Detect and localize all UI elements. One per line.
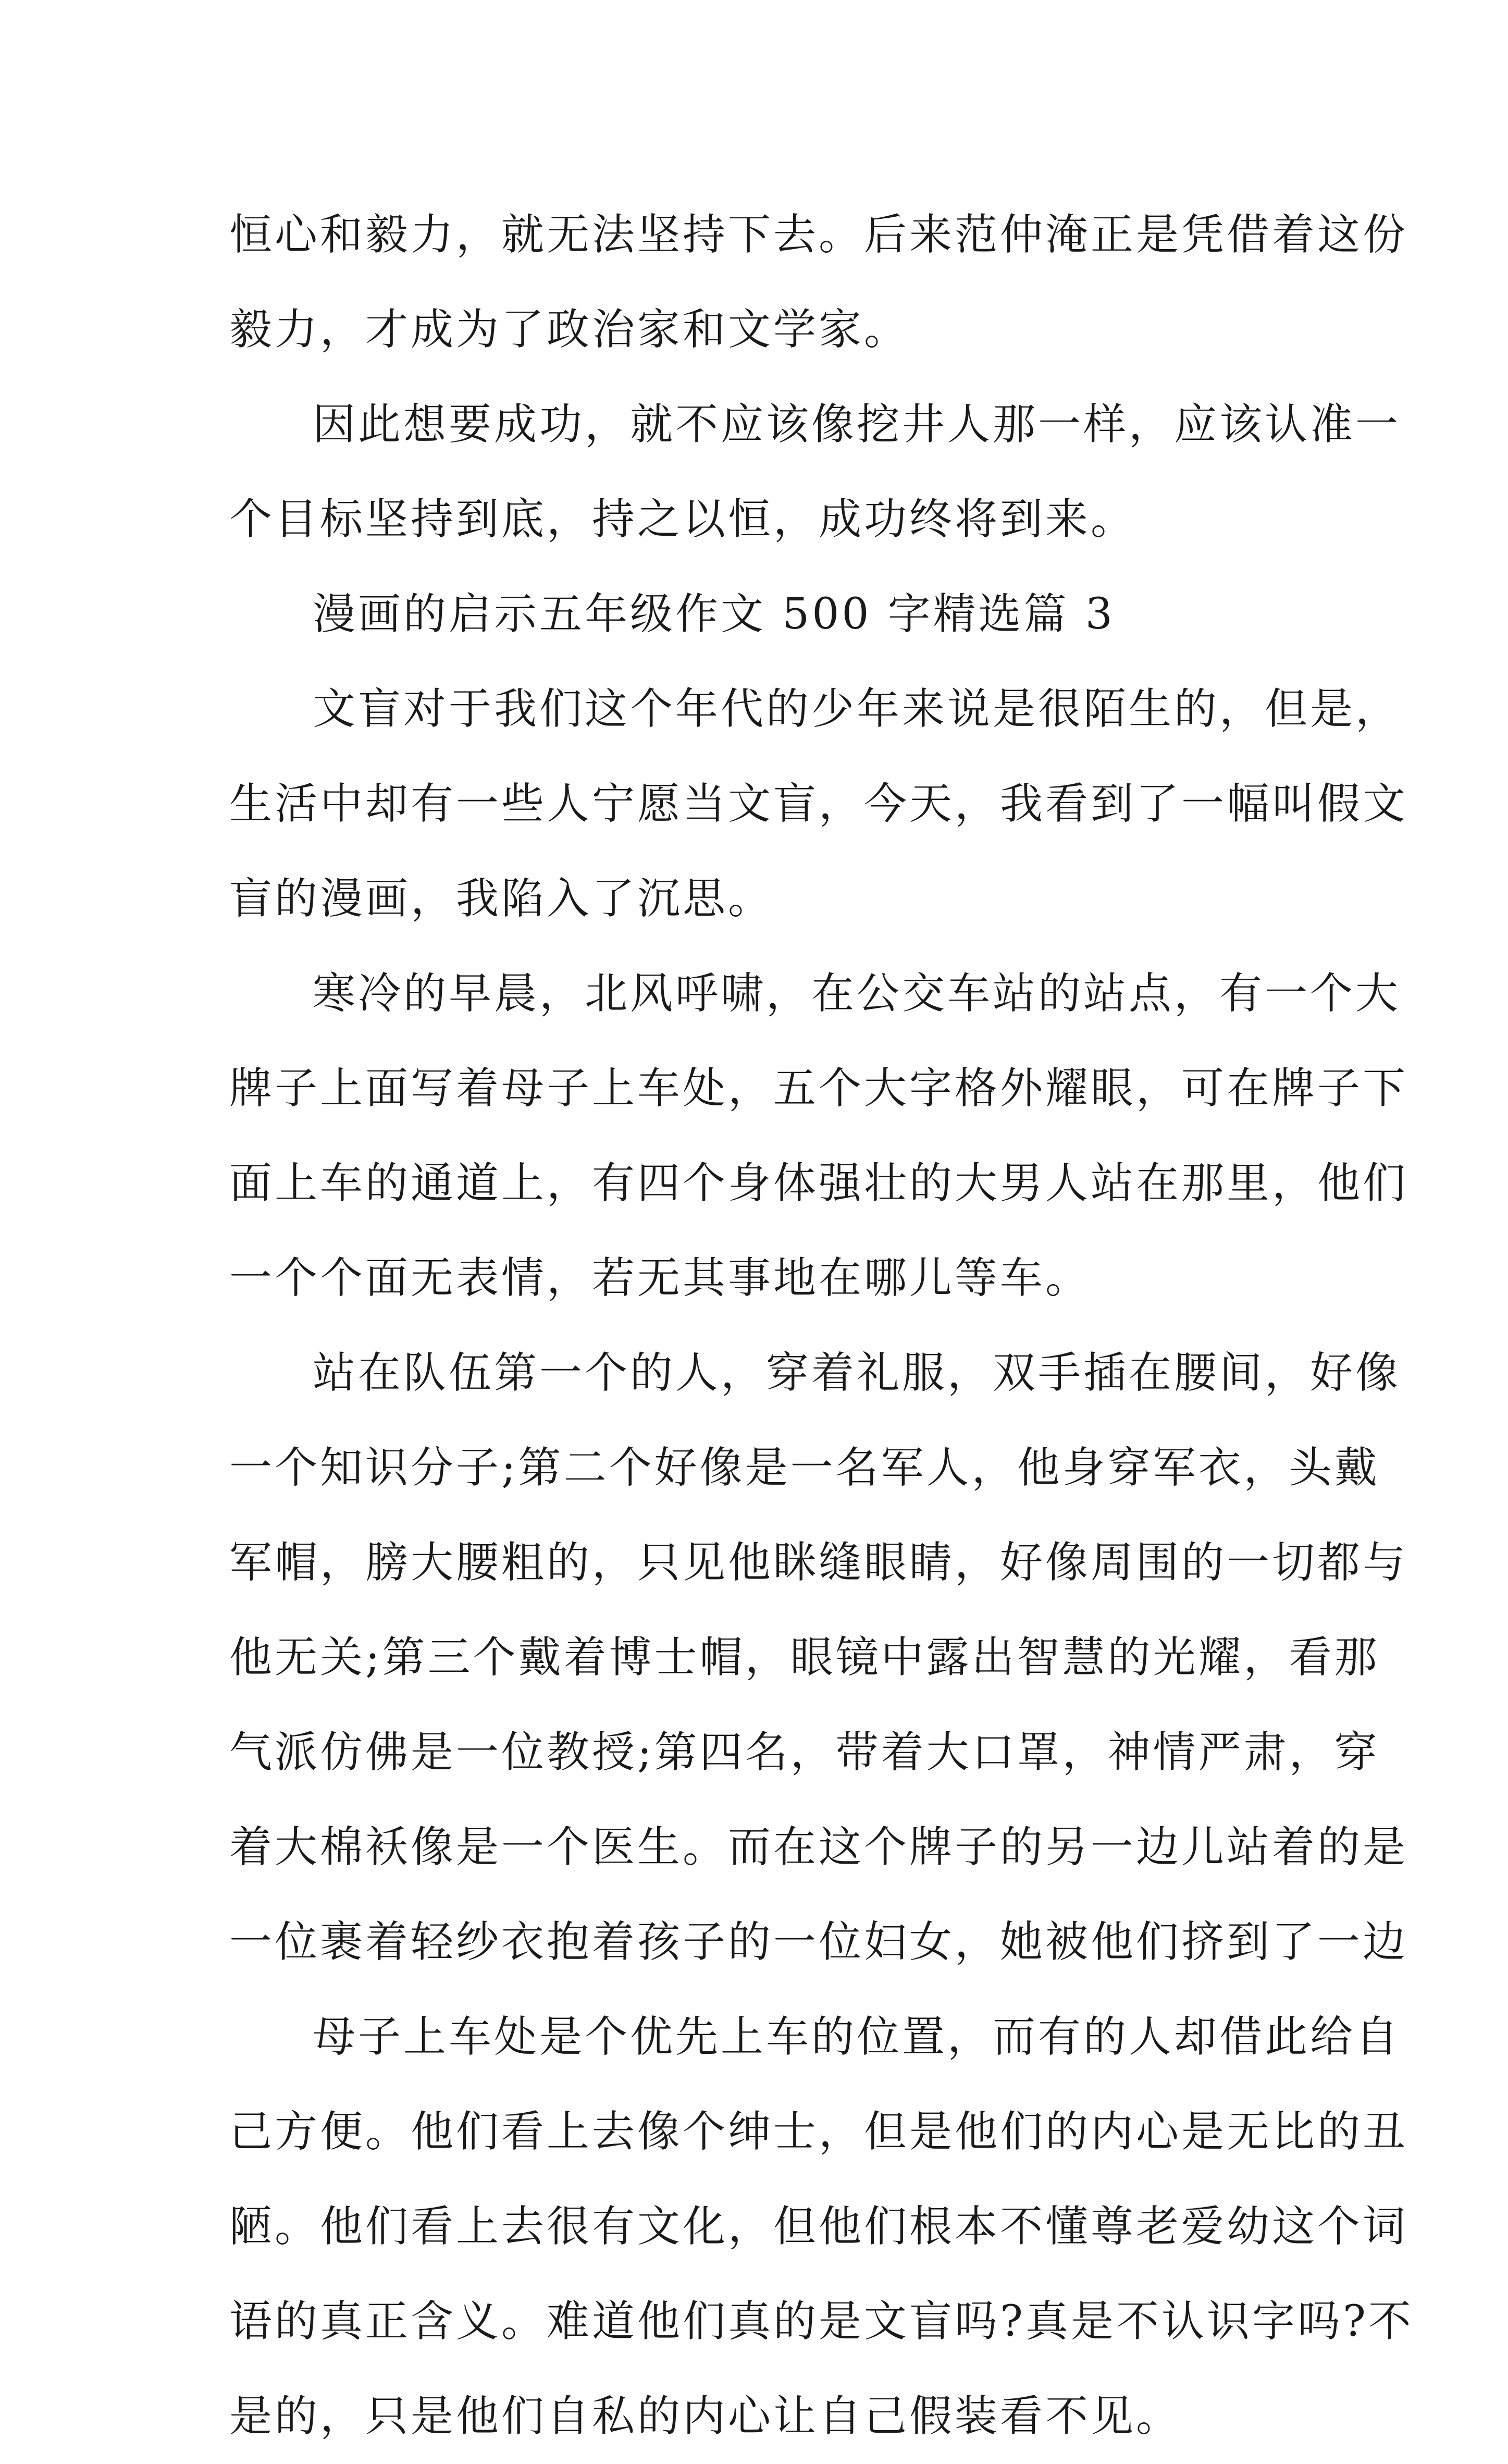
paragraph-start: 寒冷的早晨，北风呼啸，在公交车站的站点，有一个大: [313, 969, 1401, 1018]
text-line: 毅力，才成为了政治家和文学家。: [229, 305, 910, 354]
text-line: 恒心和毅力，就无法坚持下去。后来范仲淹正是凭借着这份: [229, 210, 1408, 260]
text-line: 一位裹着轻纱衣抱着孩子的一位妇女，她被他们挤到了一边: [229, 1917, 1408, 1967]
paragraph-start: 因此想要成功，就不应该像挖井人那一样，应该认准一: [313, 400, 1401, 449]
text-line: 着大棉袄像是一个医生。而在这个牌子的另一边儿站着的是: [229, 1822, 1408, 1872]
text-line: 个目标坚持到底，持之以恒，成功终将到来。: [229, 495, 1136, 544]
section-heading: 漫画的启示五年级作文 500 字精选篇 3: [313, 589, 1115, 639]
text-line: 陋。他们看上去很有文化，但他们根本不懂尊老爱幼这个词: [229, 2202, 1408, 2251]
paragraph-start: 母子上车处是个优先上车的位置，而有的人却借此给自: [313, 2012, 1401, 2062]
text-line: 一个个面无表情，若无其事地在哪儿等车。: [229, 1253, 1091, 1303]
text-line: 军帽，膀大腰粗的，只见他眯缝眼睛，好像周围的一切都与: [229, 1538, 1408, 1587]
text-line: 牌子上面写着母子上车处，五个大字格外耀眼，可在牌子下: [229, 1064, 1408, 1113]
text-line: 是的，只是他们自私的内心让自己假装看不见。: [229, 2392, 1182, 2441]
paragraph-start: 站在队伍第一个的人，穿着礼服，双手插在腰间，好像: [313, 1348, 1401, 1398]
paragraph-start: 文盲对于我们这个年代的少年来说是很陌生的，但是，: [313, 684, 1401, 734]
text-line: 气派仿佛是一位教授;第四名，带着大口罩，神情严肃，穿: [229, 1728, 1380, 1777]
text-line: 语的真正含义。难道他们真的是文盲吗?真是不认识字吗?不: [229, 2297, 1414, 2346]
text-line: 他无关;第三个戴着博士帽，眼镜中露出智慧的光耀，看那: [229, 1633, 1380, 1682]
text-line: 面上车的通道上，有四个身体强壮的大男人站在那里，他们: [229, 1159, 1408, 1208]
text-line: 己方便。他们看上去像个绅士，但是他们的内心是无比的丑: [229, 2107, 1408, 2157]
document-body: [229, 188, 1414, 2464]
text-line: 一个知识分子;第二个好像是一名军人，他身穿军衣，头戴: [229, 1443, 1380, 1493]
text-line: 生活中却有一些人宁愿当文盲，今天，我看到了一幅叫假文: [229, 779, 1408, 829]
text-line: 盲的漫画，我陷入了沉思。: [229, 874, 774, 923]
